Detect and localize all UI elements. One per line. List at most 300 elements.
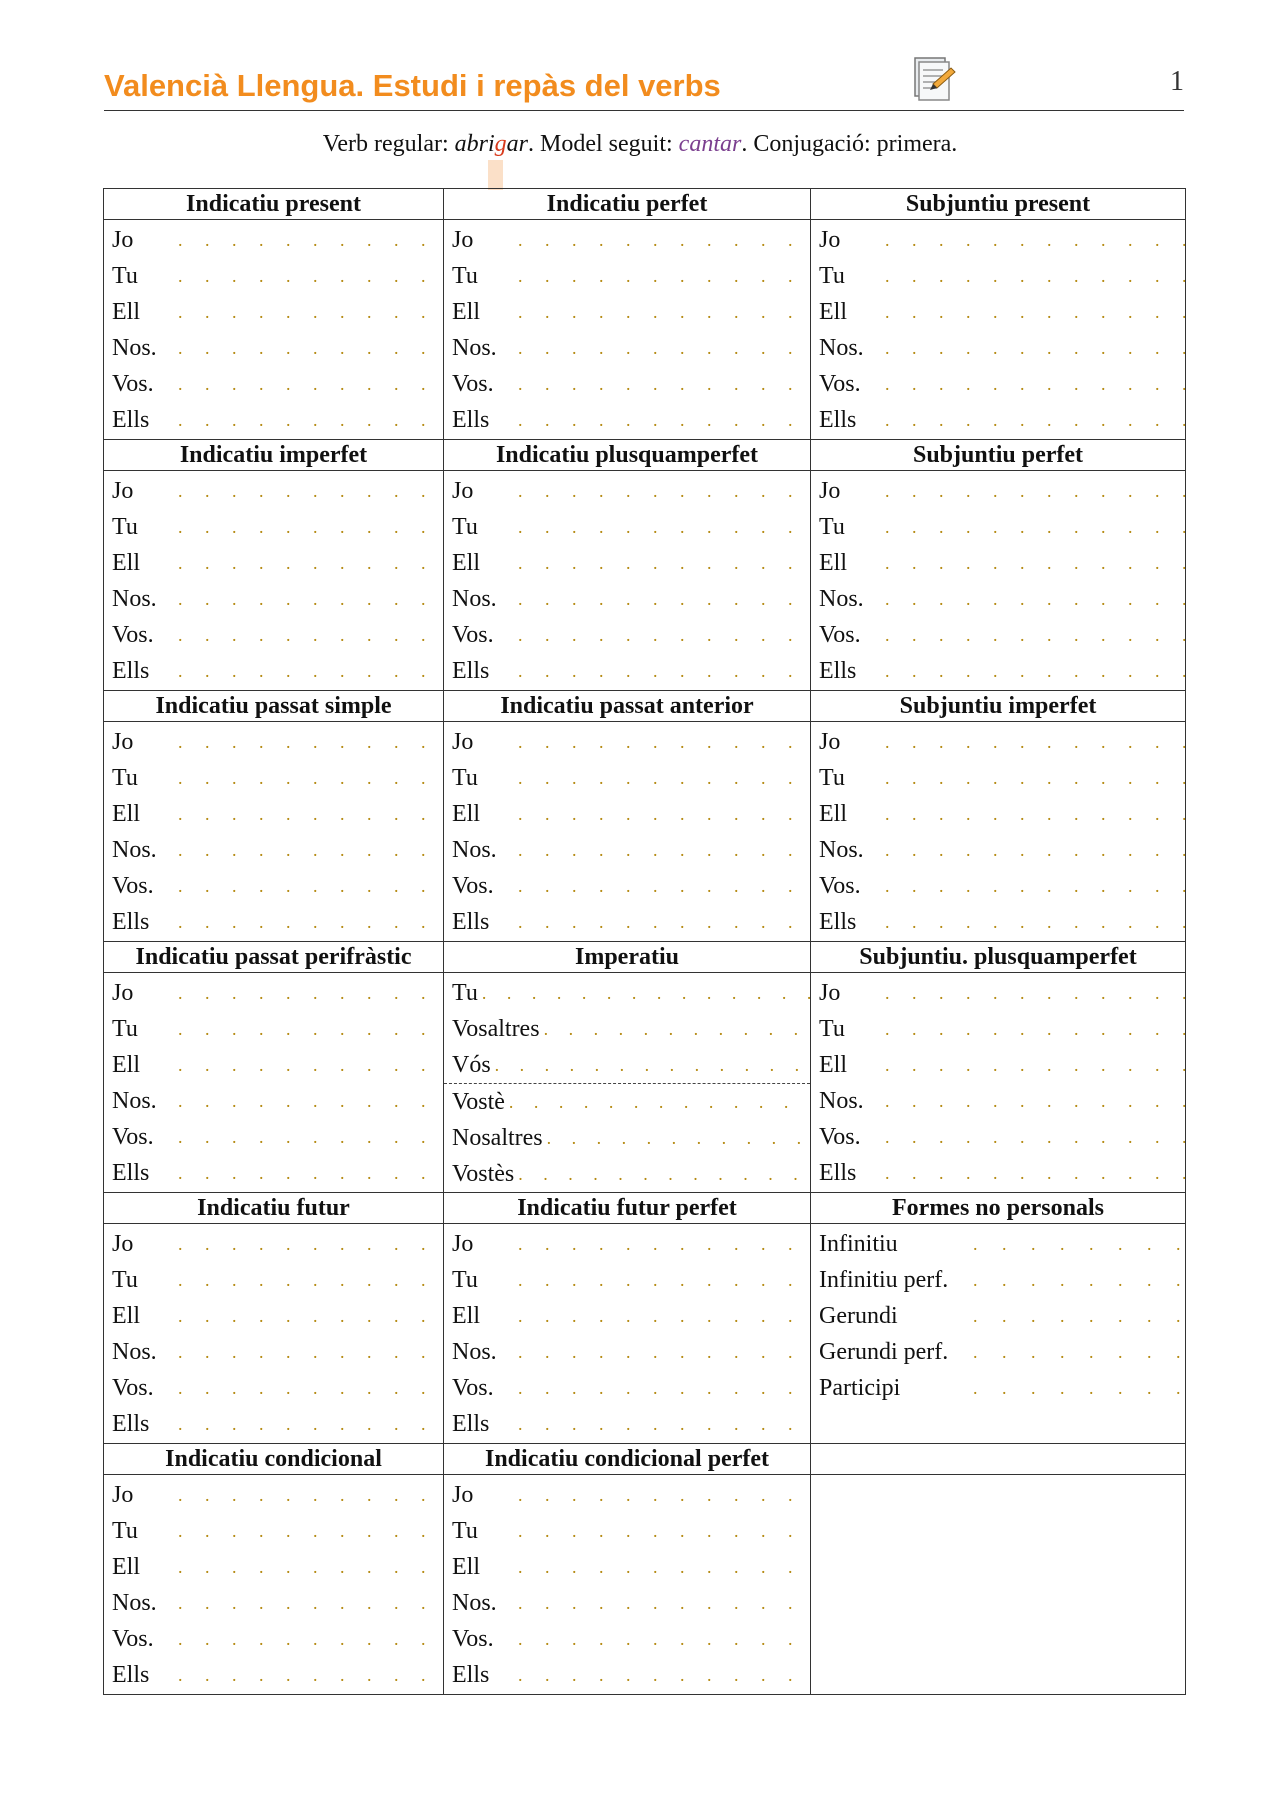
answer-blank[interactable]	[514, 1406, 810, 1442]
conjugation-line	[444, 868, 810, 904]
tense-heading: Subjuntiu present	[811, 189, 1186, 220]
answer-blank[interactable]	[174, 402, 443, 438]
conjugation-line	[444, 975, 810, 1011]
answer-blank[interactable]	[174, 509, 443, 545]
person-label: Ell	[452, 1554, 480, 1580]
conjugation-line	[811, 868, 1185, 904]
tense-body-row	[104, 1224, 1186, 1444]
person-label: Vos.	[452, 622, 494, 648]
conjugation-cell	[811, 722, 1186, 942]
answer-blank[interactable]	[514, 1370, 810, 1406]
conjugation-line	[444, 545, 810, 581]
tense-body-row	[104, 973, 1186, 1193]
answer-blank[interactable]	[174, 1406, 443, 1442]
answer-blank[interactable]	[174, 832, 443, 868]
conjugation-line	[811, 473, 1185, 509]
answer-blank[interactable]	[969, 1298, 1185, 1334]
person-label: Jo	[112, 227, 134, 253]
person-label: Vós	[452, 1052, 491, 1078]
answer-blank[interactable]	[881, 975, 1185, 1011]
answer-blank[interactable]	[881, 258, 1185, 294]
answer-blank[interactable]	[881, 402, 1185, 438]
person-label: Tu	[112, 514, 138, 540]
conjugation-cell	[811, 220, 1186, 440]
answer-blank[interactable]	[514, 724, 810, 760]
answer-blank[interactable]	[881, 366, 1185, 402]
answer-blank[interactable]	[881, 617, 1185, 653]
answer-blank[interactable]	[174, 1585, 443, 1621]
conjugation-line	[811, 796, 1185, 832]
person-label: Vos.	[819, 873, 861, 899]
person-label: Vos.	[112, 1375, 154, 1401]
conjugation-line	[104, 832, 443, 868]
person-label: Vos.	[452, 1626, 494, 1652]
answer-blank[interactable]	[881, 545, 1185, 581]
verb-ending: ar	[506, 131, 529, 157]
tense-heading	[811, 1444, 1186, 1475]
person-label: Ells	[819, 1160, 857, 1186]
conjugation-line	[444, 1477, 810, 1513]
conjugation-line	[811, 366, 1185, 402]
person-label: Jo	[112, 729, 134, 755]
conjugation-line	[104, 653, 443, 689]
person-label: Jo	[819, 478, 841, 504]
person-label: Nos.	[112, 837, 157, 863]
answer-blank[interactable]	[174, 1657, 443, 1693]
conjugation-line	[811, 904, 1185, 940]
answer-blank[interactable]	[514, 1156, 810, 1192]
answer-blank[interactable]	[174, 1370, 443, 1406]
conjugation-cell	[444, 1224, 811, 1444]
conjugation-line	[444, 653, 810, 689]
conjugation-cell	[444, 722, 811, 942]
answer-blank[interactable]	[505, 1084, 810, 1120]
person-label: Ells	[112, 658, 150, 684]
person-label: Jo	[112, 980, 134, 1006]
answer-blank[interactable]	[543, 1120, 810, 1156]
verb-stem-mark: g	[494, 131, 507, 157]
answer-blank[interactable]	[514, 330, 810, 366]
person-label: Vos.	[112, 873, 154, 899]
conjugation-line	[444, 1298, 810, 1334]
person-label: Tu	[112, 1518, 138, 1544]
answer-blank[interactable]	[514, 1298, 810, 1334]
answer-blank[interactable]	[881, 832, 1185, 868]
person-label: Ell	[112, 299, 140, 325]
person-label: Vostè	[452, 1089, 505, 1115]
conjugation-line	[811, 975, 1185, 1011]
tense-body-row	[104, 471, 1186, 691]
answer-blank[interactable]	[174, 1513, 443, 1549]
conjugation-line	[104, 1513, 443, 1549]
conjugation-line	[104, 1155, 443, 1191]
tense-header-row	[104, 942, 1186, 973]
person-label: Jo	[452, 227, 474, 253]
person-label: Infinitiu perf.	[819, 1267, 949, 1293]
person-label: Ell	[112, 550, 140, 576]
tense-body-row	[104, 220, 1186, 440]
person-label: Ell	[112, 1052, 140, 1078]
person-label: Ell	[112, 801, 140, 827]
answer-blank[interactable]	[514, 653, 810, 689]
answer-blank[interactable]	[881, 1083, 1185, 1119]
tense-heading: Indicatiu passat anterior	[444, 691, 811, 722]
answer-blank[interactable]	[478, 975, 810, 1011]
person-label: Jo	[819, 227, 841, 253]
person-label: Vos.	[452, 1375, 494, 1401]
person-label: Tu	[452, 980, 478, 1006]
person-label: Ell	[819, 1052, 847, 1078]
conjugation-line	[444, 1083, 810, 1120]
person-label: Ells	[452, 1662, 490, 1688]
answer-blank[interactable]	[174, 1262, 443, 1298]
person-label: Tu	[112, 1016, 138, 1042]
answer-blank[interactable]	[514, 581, 810, 617]
person-label: Ells	[819, 658, 857, 684]
conjugation-line	[444, 1047, 810, 1083]
answer-blank[interactable]	[174, 1119, 443, 1155]
answer-blank[interactable]	[881, 330, 1185, 366]
answer-blank[interactable]	[174, 1334, 443, 1370]
person-label: Participi	[819, 1375, 901, 1401]
conjugation-line	[811, 1119, 1185, 1155]
answer-blank[interactable]	[514, 1477, 810, 1513]
conjugation-line	[444, 1370, 810, 1406]
person-label: Vostès	[452, 1161, 515, 1187]
conjugation-line	[104, 402, 443, 438]
answer-blank[interactable]	[514, 294, 810, 330]
answer-blank[interactable]	[514, 1657, 810, 1693]
answer-blank[interactable]	[540, 1011, 810, 1047]
answer-blank[interactable]	[514, 473, 810, 509]
person-label: Ells	[112, 407, 150, 433]
conjugation-line	[104, 724, 443, 760]
conjugation-cell	[444, 220, 811, 440]
conjugation-line	[444, 294, 810, 330]
conjugation-line	[811, 1083, 1185, 1119]
tense-heading: Indicatiu plusquamperfet	[444, 440, 811, 471]
person-label: Ells	[112, 1662, 150, 1688]
answer-blank[interactable]	[174, 1477, 443, 1513]
conjugation-line	[104, 1477, 443, 1513]
conjugation-line	[104, 1585, 443, 1621]
conjugation-line	[104, 294, 443, 330]
person-label: Ells	[452, 407, 490, 433]
answer-blank[interactable]	[881, 294, 1185, 330]
person-label: Nos.	[819, 586, 864, 612]
answer-blank[interactable]	[514, 1513, 810, 1549]
answer-blank[interactable]	[174, 1047, 443, 1083]
conjugation-line	[104, 330, 443, 366]
answer-blank[interactable]	[969, 1334, 1185, 1370]
conjugation-line	[811, 1334, 1185, 1370]
conjugation-line	[104, 258, 443, 294]
answer-blank[interactable]	[881, 796, 1185, 832]
answer-blank[interactable]	[881, 653, 1185, 689]
person-label: Ell	[819, 801, 847, 827]
person-label: Nos.	[112, 335, 157, 361]
answer-blank[interactable]	[969, 1262, 1185, 1298]
person-label: Vosaltres	[452, 1016, 540, 1042]
person-label: Jo	[112, 478, 134, 504]
conjugation-line	[811, 1298, 1185, 1334]
person-label: Tu	[452, 765, 478, 791]
answer-blank[interactable]	[969, 1370, 1185, 1406]
tense-header-row	[104, 1444, 1186, 1475]
answer-blank[interactable]	[174, 294, 443, 330]
answer-blank[interactable]	[174, 473, 443, 509]
verb-subtitle	[0, 131, 1280, 158]
conjugation-line	[444, 760, 810, 796]
conjugation-line	[811, 581, 1185, 617]
tense-heading: Indicatiu present	[104, 189, 444, 220]
person-label: Ell	[452, 801, 480, 827]
person-label: Tu	[819, 514, 845, 540]
tense-heading: Indicatiu passat perifràstic	[104, 942, 444, 973]
conjugation-line	[811, 402, 1185, 438]
answer-blank[interactable]	[881, 222, 1185, 258]
person-label: Ell	[112, 1303, 140, 1329]
answer-blank[interactable]	[514, 832, 810, 868]
answer-blank[interactable]	[174, 904, 443, 940]
person-label: Ells	[452, 1411, 490, 1437]
answer-blank[interactable]	[514, 402, 810, 438]
answer-blank[interactable]	[174, 975, 443, 1011]
person-label: Jo	[452, 729, 474, 755]
conjugation-line	[104, 1083, 443, 1119]
conjugation-line	[811, 724, 1185, 760]
answer-blank[interactable]	[881, 724, 1185, 760]
conjugation-line	[104, 581, 443, 617]
person-label: Jo	[452, 478, 474, 504]
conjugation-line	[104, 222, 443, 258]
conjugation-line	[104, 1334, 443, 1370]
person-label: Nosaltres	[452, 1125, 543, 1151]
conjugation-line	[104, 1119, 443, 1155]
answer-blank[interactable]	[514, 1262, 810, 1298]
answer-blank[interactable]	[174, 724, 443, 760]
answer-blank[interactable]	[174, 1083, 443, 1119]
person-label: Ell	[819, 299, 847, 325]
answer-blank[interactable]	[514, 868, 810, 904]
answer-blank[interactable]	[514, 904, 810, 940]
answer-blank[interactable]	[514, 509, 810, 545]
conjugation-cell	[104, 1475, 444, 1695]
answer-blank[interactable]	[174, 796, 443, 832]
person-label: Ell	[452, 1303, 480, 1329]
person-label: Ell	[112, 1554, 140, 1580]
conjugation-line	[104, 868, 443, 904]
answer-blank[interactable]	[491, 1047, 810, 1083]
answer-blank[interactable]	[174, 653, 443, 689]
answer-blank[interactable]	[174, 760, 443, 796]
answer-blank[interactable]	[174, 545, 443, 581]
answer-blank[interactable]	[174, 1549, 443, 1585]
conjugation-cell	[104, 722, 444, 942]
conjugation-line	[104, 975, 443, 1011]
person-label: Ells	[452, 909, 490, 935]
conjugation-line	[811, 832, 1185, 868]
tense-heading: Subjuntiu. plusquamperfet	[811, 942, 1186, 973]
conjugation-line	[811, 1047, 1185, 1083]
person-label: Vos.	[112, 1626, 154, 1652]
tense-heading: Indicatiu futur	[104, 1193, 444, 1224]
person-label: Ells	[819, 909, 857, 935]
conjugation-line	[444, 509, 810, 545]
conjugation-line	[444, 832, 810, 868]
person-label: Nos.	[819, 1088, 864, 1114]
conjugation-line	[444, 1657, 810, 1693]
conjugation-line	[104, 1370, 443, 1406]
answer-blank[interactable]	[881, 1047, 1185, 1083]
answer-blank[interactable]	[514, 1334, 810, 1370]
answer-blank[interactable]	[881, 1119, 1185, 1155]
answer-blank[interactable]	[174, 222, 443, 258]
conjugation-line	[104, 1047, 443, 1083]
person-label: Vos.	[819, 1124, 861, 1150]
conjugation-line	[811, 509, 1185, 545]
tense-header-row	[104, 1193, 1186, 1224]
answer-blank[interactable]	[514, 796, 810, 832]
person-label: Tu	[452, 514, 478, 540]
answer-blank[interactable]	[174, 366, 443, 402]
answer-blank[interactable]	[881, 868, 1185, 904]
answer-blank[interactable]	[881, 760, 1185, 796]
person-label: Nos.	[452, 586, 497, 612]
conjugation-line	[811, 1011, 1185, 1047]
person-label: Tu	[819, 1016, 845, 1042]
conjugation-line	[444, 1011, 810, 1047]
tense-heading: Subjuntiu imperfet	[811, 691, 1186, 722]
tense-heading: Indicatiu perfet	[444, 189, 811, 220]
tense-heading: Imperatiu	[444, 942, 811, 973]
answer-blank[interactable]	[514, 1585, 810, 1621]
conjugation-line	[811, 545, 1185, 581]
tense-heading: Indicatiu imperfet	[104, 440, 444, 471]
person-label: Tu	[452, 263, 478, 289]
answer-blank[interactable]	[174, 1011, 443, 1047]
answer-blank[interactable]	[881, 509, 1185, 545]
person-label: Nos.	[112, 1590, 157, 1616]
answer-blank[interactable]	[514, 1226, 810, 1262]
conjugation-line	[444, 904, 810, 940]
conjugation-line	[811, 760, 1185, 796]
answer-blank[interactable]	[174, 1155, 443, 1191]
conjugation-line	[444, 796, 810, 832]
answer-blank[interactable]	[174, 1621, 443, 1657]
person-label: Nos.	[452, 837, 497, 863]
conjugation-line	[444, 473, 810, 509]
answer-blank[interactable]	[174, 1226, 443, 1262]
conjugation-line	[104, 509, 443, 545]
answer-blank[interactable]	[174, 868, 443, 904]
conjugation-line	[444, 1262, 810, 1298]
answer-blank[interactable]	[969, 1226, 1185, 1262]
answer-blank[interactable]	[174, 258, 443, 294]
tense-body-row	[104, 722, 1186, 942]
conjugation-line	[444, 258, 810, 294]
conjugation-line	[811, 1370, 1185, 1406]
person-label: Ells	[112, 1411, 150, 1437]
answer-blank[interactable]	[514, 1621, 810, 1657]
conjugation-cell	[811, 1475, 1186, 1695]
verb-stem-start: abri	[454, 131, 495, 157]
conjugation-line	[104, 1262, 443, 1298]
answer-blank[interactable]	[174, 617, 443, 653]
answer-blank[interactable]	[514, 366, 810, 402]
conjugation-cell	[104, 220, 444, 440]
answer-blank[interactable]	[174, 330, 443, 366]
person-label: Vos.	[452, 371, 494, 397]
conjugation-cell	[811, 471, 1186, 691]
conjugation-line	[444, 1334, 810, 1370]
answer-blank[interactable]	[881, 473, 1185, 509]
answer-blank[interactable]	[514, 258, 810, 294]
conjugation-grid	[103, 188, 1186, 1695]
tense-heading: Indicatiu futur perfet	[444, 1193, 811, 1224]
conjugation-line	[104, 1226, 443, 1262]
page-number: 1	[1170, 66, 1184, 97]
tense-heading: Subjuntiu perfet	[811, 440, 1186, 471]
tense-header-row	[104, 440, 1186, 471]
conjugation-line	[811, 258, 1185, 294]
person-label: Tu	[112, 1267, 138, 1293]
tense-heading: Indicatiu condicional	[104, 1444, 444, 1475]
conjugation-line	[444, 617, 810, 653]
tense-heading: Indicatiu condicional perfet	[444, 1444, 811, 1475]
answer-blank[interactable]	[881, 1155, 1185, 1191]
conjugation-line	[811, 617, 1185, 653]
conjugation-cell	[104, 973, 444, 1193]
conjugation-line	[444, 402, 810, 438]
conjugation-line	[104, 904, 443, 940]
answer-blank[interactable]	[514, 545, 810, 581]
answer-blank[interactable]	[881, 1011, 1185, 1047]
document-title: Valencià Llengua. Estudi i repàs del verbs	[104, 68, 721, 103]
answer-blank[interactable]	[881, 904, 1185, 940]
conjugation-cell	[104, 1224, 444, 1444]
person-label: Vos.	[819, 622, 861, 648]
person-label: Jo	[112, 1231, 134, 1257]
person-label: Ells	[452, 658, 490, 684]
answer-blank[interactable]	[881, 581, 1185, 617]
person-label: Jo	[819, 729, 841, 755]
answer-blank[interactable]	[514, 617, 810, 653]
answer-blank[interactable]	[174, 1298, 443, 1334]
person-label: Ells	[112, 909, 150, 935]
person-label: Nos.	[452, 1339, 497, 1365]
person-label: Nos.	[452, 335, 497, 361]
conjugation-line	[444, 724, 810, 760]
conjugation-line	[104, 1657, 443, 1693]
person-label: Tu	[452, 1267, 478, 1293]
answer-blank[interactable]	[514, 760, 810, 796]
answer-blank[interactable]	[514, 222, 810, 258]
subtitle-prefix: Verb regular:	[322, 131, 455, 157]
verb-name	[455, 131, 528, 157]
answer-blank[interactable]	[514, 1549, 810, 1585]
notepad-pencil-icon	[909, 54, 957, 104]
conjugation-line	[811, 222, 1185, 258]
conjugation-line	[811, 294, 1185, 330]
conjugation-cell	[811, 973, 1186, 1193]
person-label: Gerundi perf.	[819, 1339, 949, 1365]
answer-blank[interactable]	[174, 581, 443, 617]
person-label: Vos.	[112, 1124, 154, 1150]
person-label: Tu	[112, 765, 138, 791]
conjugation-line	[104, 796, 443, 832]
person-label: Tu	[819, 263, 845, 289]
